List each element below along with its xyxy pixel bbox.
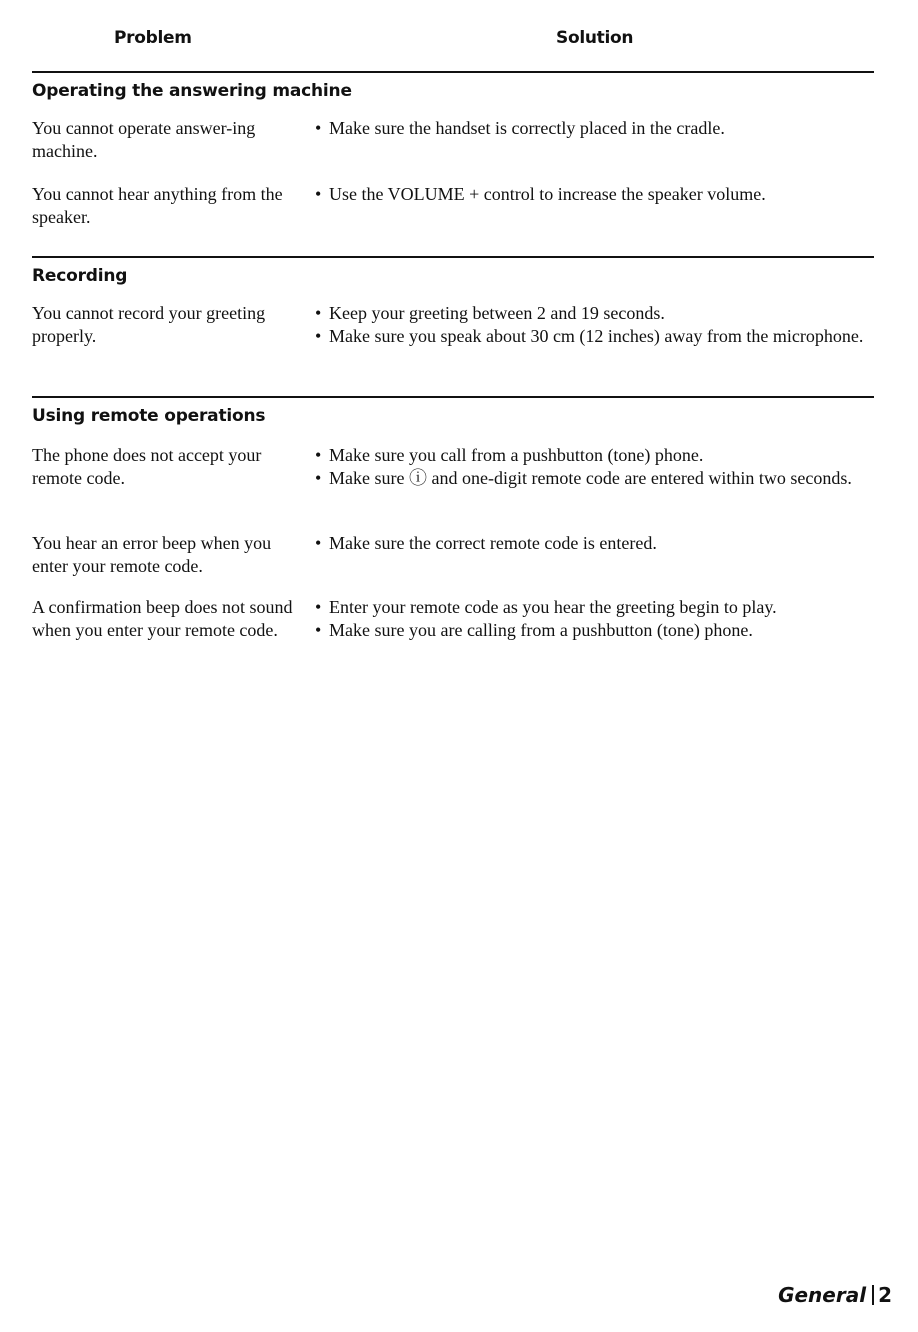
- solution-item: • Make sure ⓘ and one-digit remote code are entered within two seconds.: [315, 468, 852, 488]
- section-title: Using remote operations: [32, 406, 266, 426]
- bullet-icon: •: [315, 620, 322, 640]
- solution-item: • Make sure the correct remote code is entered.: [315, 533, 657, 553]
- section-divider: [32, 71, 874, 73]
- section-recording: [32, 256, 874, 346]
- solution-list: [315, 596, 875, 642]
- solution-list: [315, 302, 875, 348]
- section-operating-answering-machine: [32, 71, 874, 227]
- problem-text: You cannot record your greeting properly.: [32, 303, 266, 346]
- problem-column-header: Problem: [114, 28, 192, 48]
- bullet-icon: •: [315, 184, 322, 204]
- section-remote-operations: [32, 396, 874, 640]
- section-title: Recording: [32, 266, 128, 286]
- solution-item: • Use the VOLUME + control to increase the speaker volume.: [315, 184, 766, 204]
- solution-column-header: Solution: [556, 28, 634, 48]
- bullet-icon: •: [315, 533, 322, 553]
- section-divider: [32, 256, 874, 258]
- page-number: 2: [878, 1283, 892, 1307]
- solution-item: • Make sure the handset is correctly placed in the cradle.: [315, 118, 725, 138]
- footer-divider: [872, 1285, 874, 1305]
- bullet-icon: •: [315, 445, 322, 465]
- solution-list: [315, 532, 875, 555]
- bullet-icon: •: [315, 597, 322, 617]
- bullet-icon: •: [315, 118, 322, 138]
- solution-item: • Keep your greeting between 2 and 19 seconds.: [315, 303, 665, 323]
- section-divider: [32, 396, 874, 398]
- solution-item: • Make sure you speak about 30 cm (12 inches) away from the microphone.: [315, 326, 864, 346]
- problem-text: You hear an error beep when you enter your remote code.: [32, 533, 272, 576]
- footer-section-name: General: [778, 1283, 867, 1307]
- problem-text: You cannot hear anything from the speaker.: [32, 184, 283, 227]
- problem-text: You cannot operate answer-ing machine.: [32, 118, 256, 161]
- section-title: Operating the answering machine: [32, 81, 352, 101]
- page-footer: [778, 1283, 892, 1307]
- solution-item: • Enter your remote code as you hear the greeting begin to play.: [315, 597, 777, 617]
- problem-text: The phone does not accept your remote code.: [32, 445, 262, 488]
- bullet-icon: •: [315, 303, 322, 323]
- problem-text: A confirmation beep does not sound when you enter your remote code.: [32, 597, 293, 640]
- solution-item: • Make sure you are calling from a pushbutton (tone) phone.: [315, 620, 753, 640]
- solution-list: [315, 117, 875, 140]
- solution-list: [315, 183, 875, 206]
- solution-list: [315, 444, 875, 490]
- solution-item: • Make sure you call from a pushbutton (tone) phone.: [315, 445, 704, 465]
- bullet-icon: •: [315, 326, 322, 346]
- bullet-icon: •: [315, 468, 322, 488]
